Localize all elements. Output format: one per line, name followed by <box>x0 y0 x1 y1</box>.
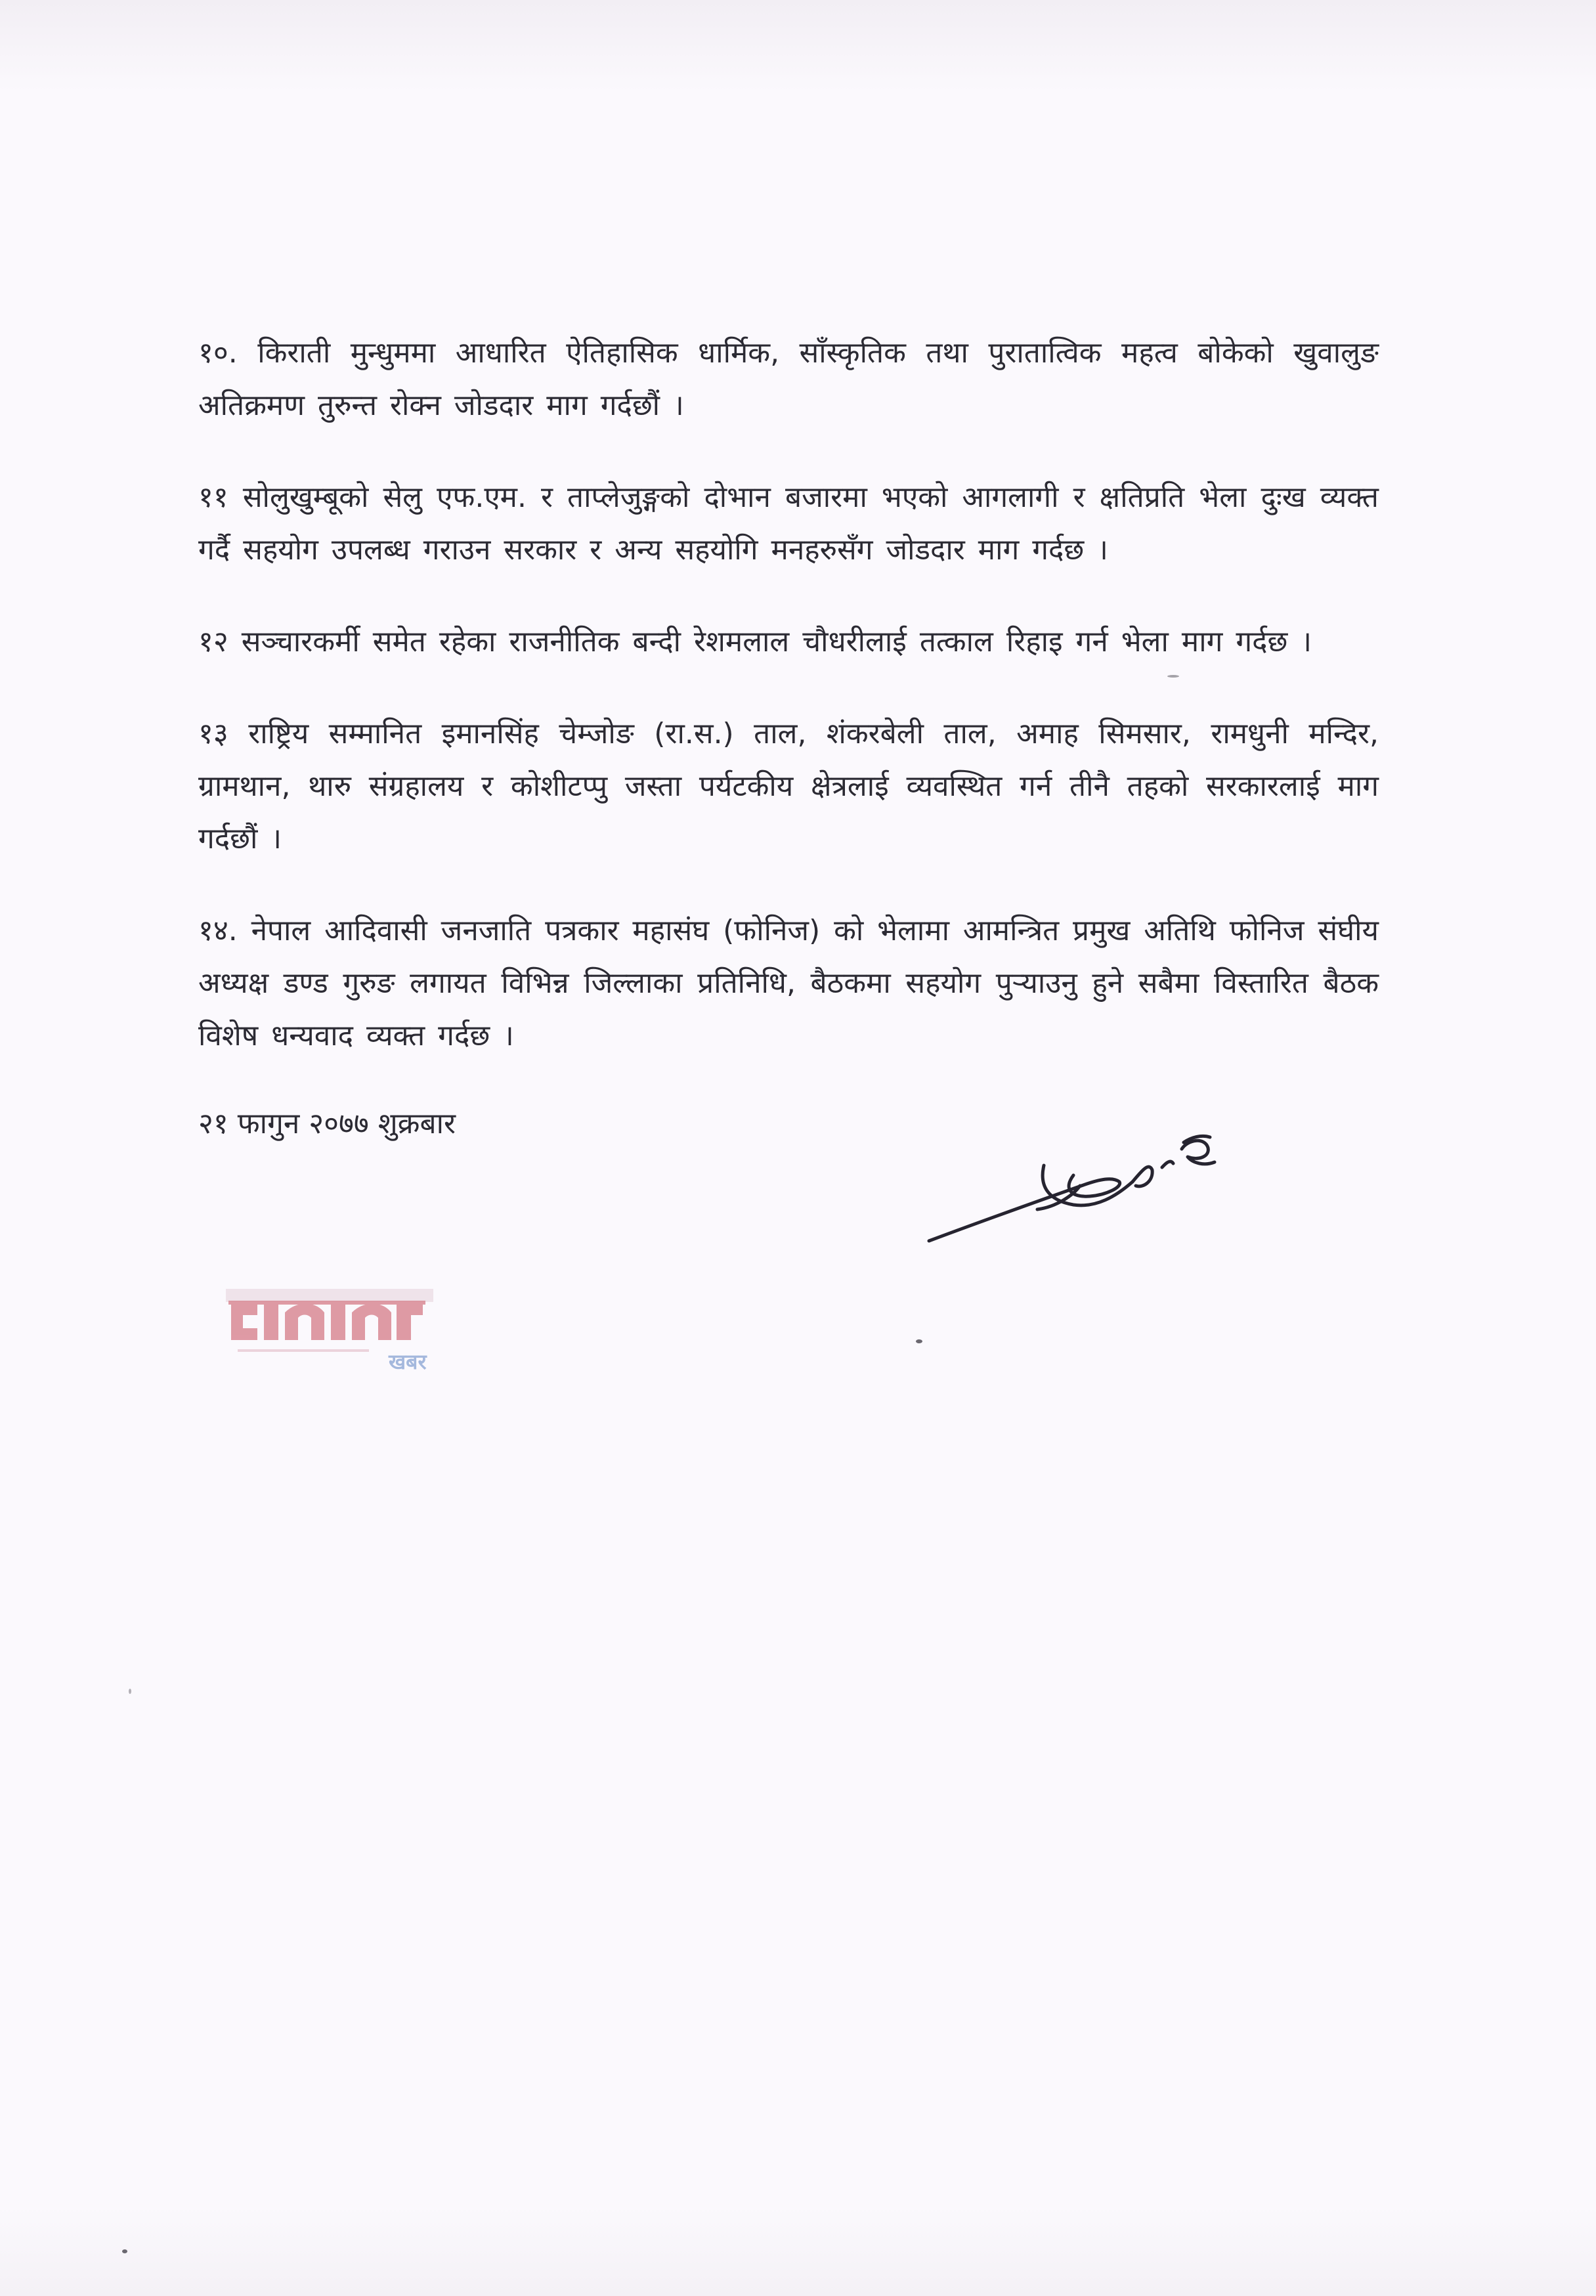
paper-speck <box>1167 675 1179 678</box>
svg-text:खबर: खबर <box>389 1349 427 1374</box>
logo-stamp <box>225 1284 435 1382</box>
document-body <box>198 327 1379 1150</box>
paper-speck <box>129 1689 131 1694</box>
paragraph-14: १४. नेपाल आदिवासी जनजाति पत्रकार महासंघ (फोनिज) को भेलामा आमन्त्रित प्रमुख अतिथि फोनिज संघीय अध्यक्ष डण्ड गुरुङ लगायत विभिन्न जिल्लाका प्रतिनिधि, बैठकमा सहयोग पुऱ्याउनु हुने सबैमा विस्तारित बैठक विशेष धन्यवाद व्यक्त गर्दछ । <box>198 914 1379 1052</box>
paragraph-11: ११ सोलुखुम्बूको सेलु एफ.एम. र ताप्लेजुङ्गको दोभान बजारमा भएको आगलागी र क्षतिप्रति भेला दुःख व्यक्त गर्दै सहयोग उपलब्ध गराउन सरकार र अन्य सहयोगि मनहरुसँग जोडदार माग गर्दछ । <box>198 481 1379 567</box>
document-date: २१ फागुन २०७७ शुक्रबार <box>198 1107 456 1140</box>
paper-speck <box>916 1339 922 1343</box>
paragraph-12: १२ सञ्चारकर्मी समेत रहेका राजनीतिक बन्दी रेशमलाल चौधरीलाई तत्काल रिहाइ गर्न भेला माग गर्दछ । <box>198 625 1312 659</box>
paragraph-13: १३ राष्ट्रिय सम्मानित इमानसिंह चेम्जोङ (रा.स.) ताल, शंकरबेली ताल, अमाह सिमसार, रामधुनी मन्दिर, ग्रामथान, थारु संग्रहालय र कोशीटप्पु जस्ता पर्यटकीय क्षेत्रलाई व्यवस्थित गर्न तीनै तहको सरकारलाई माग गर्दछौं । <box>198 717 1379 856</box>
paragraph-10: १०. किराती मुन्धुममा आधारित ऐतिहासिक धार्मिक, साँस्कृतिक तथा पुरातात्विक महत्व बोकेको खुवालुङ अतिक्रमण तुरुन्त रोक्न जोडदार माग गर्दछौं । <box>198 336 1379 422</box>
handwritten-signature <box>922 1123 1238 1261</box>
paper-speck <box>122 2249 127 2253</box>
